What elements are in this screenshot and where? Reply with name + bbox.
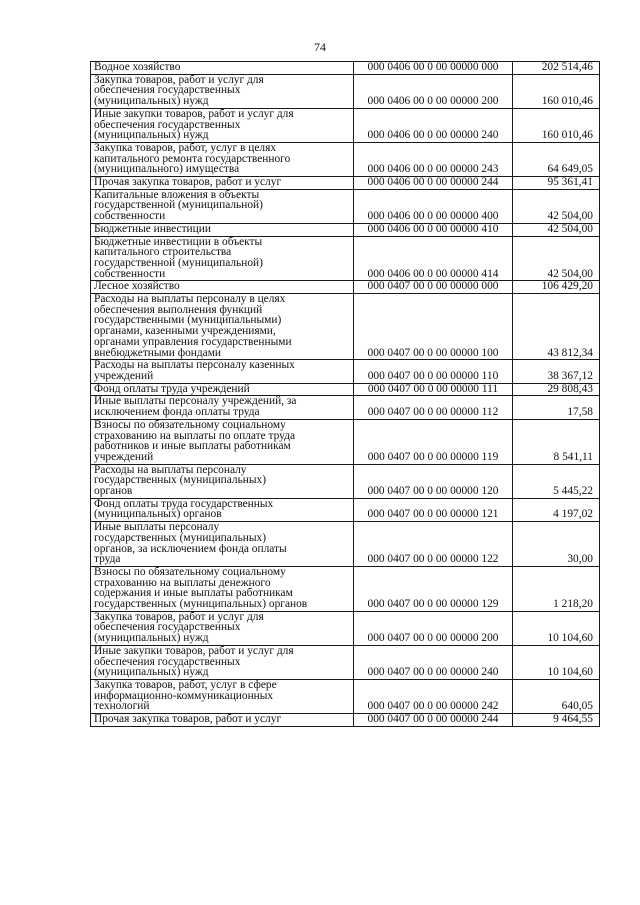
expense-name-cell <box>91 714 354 727</box>
table-row <box>91 566 600 611</box>
expense-name-line: Лесное хозяйство <box>94 280 180 293</box>
expense-name-line: информационно-коммуникационных <box>94 689 274 702</box>
expense-name-cell <box>91 679 354 713</box>
amount-cell: 64 649,05 <box>513 142 600 176</box>
expense-name-cell <box>91 360 354 383</box>
budget-code-cell: 000 0407 00 0 00 00000 200 <box>354 611 513 645</box>
amount-cell: 5 445,22 <box>513 464 600 498</box>
expense-name-line: учреждений <box>94 450 154 463</box>
amount-cell: 202 514,46 <box>513 62 600 75</box>
expense-name-line: (муниципального) имущества <box>94 163 240 176</box>
expense-name-line: учреждений <box>94 369 154 382</box>
amount-cell: 29 808,43 <box>513 383 600 396</box>
amount-cell: 8 541,11 <box>513 419 600 464</box>
expense-name-line: содержания и иные выплаты работникам <box>94 587 293 600</box>
table-row <box>91 679 600 713</box>
expense-name-cell <box>91 74 354 108</box>
table-row <box>91 522 600 567</box>
budget-code-cell: 000 0407 00 0 00 00000 100 <box>354 294 513 360</box>
budget-code-cell: 000 0406 00 0 00 00000 244 <box>354 177 513 190</box>
expense-name-line: государственной (муниципальной) <box>94 199 263 212</box>
amount-cell: 4 197,02 <box>513 498 600 521</box>
expense-name-cell <box>91 396 354 419</box>
table-row <box>91 396 600 419</box>
expense-name-line: (муниципальных) органов <box>94 508 222 521</box>
expense-name-line: обеспечения государственных <box>94 118 241 131</box>
budget-code-cell: 000 0407 00 0 00 00000 000 <box>354 281 513 294</box>
amount-cell: 160 010,46 <box>513 108 600 142</box>
expense-name-cell <box>91 62 354 75</box>
expense-name-line: обеспечения государственных <box>94 84 241 97</box>
expense-name-line: исключением фонда оплаты труда <box>94 406 260 419</box>
expense-name-line: Закупка товаров, работ и услуг для <box>94 611 264 623</box>
amount-cell: 106 429,20 <box>513 281 600 294</box>
expense-name-line: государственных (муниципальных) органов <box>94 598 308 611</box>
table-row <box>91 360 600 383</box>
amount-cell: 42 504,00 <box>513 223 600 236</box>
table-row <box>91 74 600 108</box>
expense-name-line: Иные закупки товаров, работ и услуг для <box>94 108 294 120</box>
expense-name-cell <box>91 611 354 645</box>
amount-cell: 10 104,60 <box>513 645 600 679</box>
table-row <box>91 383 600 396</box>
expense-name-line: Прочая закупка товаров, работ и услуг <box>94 713 282 726</box>
expense-name-line: страхованию на выплаты по оплате труда <box>94 429 296 442</box>
expense-name-cell <box>91 236 354 281</box>
expense-name-line: капитального строительства <box>94 246 232 259</box>
expense-name-line: Закупка товаров, работ и услуг для <box>94 74 264 86</box>
expense-name-line: органов, за исключением фонда оплаты <box>94 542 287 555</box>
expense-name-cell <box>91 108 354 142</box>
expense-name-line: (муниципальных) нужд <box>94 129 209 142</box>
table-row <box>91 236 600 281</box>
expense-name-cell <box>91 522 354 567</box>
expense-name-line: Закупка товаров, работ, услуг в целях <box>94 142 277 154</box>
amount-cell: 10 104,60 <box>513 611 600 645</box>
expense-name-line: органов <box>94 485 133 498</box>
amount-cell: 17,58 <box>513 396 600 419</box>
expense-name-line: Капитальные вложения в объекты <box>94 189 260 201</box>
table-row <box>91 223 600 236</box>
table-row <box>91 645 600 679</box>
budget-code-cell: 000 0407 00 0 00 00000 120 <box>354 464 513 498</box>
expense-name-line: собственности <box>94 210 166 223</box>
budget-table-body <box>91 62 600 727</box>
expense-name-line: (муниципальных) нужд <box>94 666 209 679</box>
expense-name-line: Закупка товаров, работ, услуг в сфере <box>94 679 277 691</box>
budget-code-cell: 000 0406 00 0 00 00000 410 <box>354 223 513 236</box>
amount-cell: 42 504,00 <box>513 189 600 223</box>
expense-name-cell <box>91 498 354 521</box>
table-row <box>91 189 600 223</box>
expense-name-cell <box>91 645 354 679</box>
expense-name-cell <box>91 223 354 236</box>
expense-name-cell <box>91 177 354 190</box>
budget-code-cell: 000 0407 00 0 00 00000 119 <box>354 419 513 464</box>
amount-cell: 43 812,34 <box>513 294 600 360</box>
amount-cell: 30,00 <box>513 522 600 567</box>
amount-cell: 1 218,20 <box>513 566 600 611</box>
amount-cell: 42 504,00 <box>513 236 600 281</box>
expense-name-line: Иные выплаты персоналу учреждений, за <box>94 395 297 408</box>
expense-name-line: органами управления государственными <box>94 335 292 348</box>
table-row <box>91 498 600 521</box>
expense-name-line: Взносы по обязательному социальному <box>94 419 286 431</box>
expense-name-line: Бюджетные инвестиции в объекты <box>94 236 263 248</box>
table-row <box>91 419 600 464</box>
expense-name-cell <box>91 281 354 294</box>
table-row <box>91 177 600 190</box>
expense-name-line: труда <box>94 553 121 566</box>
expense-name-line: Прочая закупка товаров, работ и услуг <box>94 176 282 189</box>
expense-name-cell <box>91 464 354 498</box>
expense-name-cell <box>91 294 354 360</box>
expense-name-line: обеспечения государственных <box>94 655 241 668</box>
table-row <box>91 108 600 142</box>
amount-cell: 160 010,46 <box>513 74 600 108</box>
expense-name-cell <box>91 383 354 396</box>
budget-code-cell: 000 0406 00 0 00 00000 243 <box>354 142 513 176</box>
expense-name-line: Взносы по обязательному социальному <box>94 566 286 578</box>
amount-cell: 38 367,12 <box>513 360 600 383</box>
expense-name-line: работников и иные выплаты работникам <box>94 440 291 453</box>
expense-name-line: государственными (муниципальными) <box>94 314 282 327</box>
expense-name-line: Расходы на выплаты персоналу в целях <box>94 293 286 306</box>
table-row <box>91 464 600 498</box>
expense-name-cell <box>91 566 354 611</box>
table-row <box>91 142 600 176</box>
expense-name-line: технологий <box>94 700 150 713</box>
budget-code-cell: 000 0406 00 0 00 00000 200 <box>354 74 513 108</box>
table-row <box>91 714 600 727</box>
table-row <box>91 611 600 645</box>
budget-code-cell: 000 0407 00 0 00 00000 240 <box>354 645 513 679</box>
budget-code-cell: 000 0407 00 0 00 00000 112 <box>354 396 513 419</box>
expense-name-line: Иные выплаты персоналу <box>94 521 220 534</box>
budget-code-cell: 000 0407 00 0 00 00000 121 <box>354 498 513 521</box>
expense-name-line: Расходы на выплаты персоналу казенных <box>94 359 295 372</box>
expense-name-line: обеспечения государственных <box>94 621 241 634</box>
expense-name-line: органами, казенными учреждениями, <box>94 325 276 338</box>
budget-code-cell: 000 0407 00 0 00 00000 111 <box>354 383 513 396</box>
table-row <box>91 281 600 294</box>
budget-code-cell: 000 0406 00 0 00 00000 240 <box>354 108 513 142</box>
amount-cell: 95 361,41 <box>513 177 600 190</box>
expense-name-line: капитального ремонта государственного <box>94 152 291 165</box>
expense-name-line: Фонд оплаты труда государственных <box>94 498 274 510</box>
expense-name-cell <box>91 189 354 223</box>
budget-code-cell: 000 0407 00 0 00 00000 129 <box>354 566 513 611</box>
expense-name-line: Расходы на выплаты персоналу <box>94 464 247 476</box>
expense-name-line: государственной (муниципальной) <box>94 256 263 269</box>
expense-name-line: Водное хозяйство <box>94 61 181 73</box>
expense-name-cell <box>91 419 354 464</box>
expense-name-line: внебюджетными фондами <box>94 346 222 359</box>
expense-name-line: Иные закупки товаров, работ и услуг для <box>94 645 294 657</box>
expense-name-cell <box>91 142 354 176</box>
expense-name-line: собственности <box>94 267 166 280</box>
budget-code-cell: 000 0407 00 0 00 00000 242 <box>354 679 513 713</box>
budget-table <box>90 61 600 727</box>
budget-code-cell: 000 0406 00 0 00 00000 400 <box>354 189 513 223</box>
expense-name-line: государственных (муниципальных) <box>94 474 267 487</box>
page-number: 74 <box>314 40 326 54</box>
expense-name-line: страхованию на выплаты денежного <box>94 576 271 589</box>
budget-code-cell: 000 0406 00 0 00 00000 000 <box>354 62 513 75</box>
table-row <box>91 294 600 360</box>
expense-name-line: Бюджетные инвестиции <box>94 223 211 235</box>
expense-name-line: (муниципальных) нужд <box>94 95 209 108</box>
table-row <box>91 62 600 75</box>
expense-name-line: государственных (муниципальных) <box>94 531 267 544</box>
budget-code-cell: 000 0406 00 0 00 00000 414 <box>354 236 513 281</box>
budget-code-cell: 000 0407 00 0 00 00000 122 <box>354 522 513 567</box>
expense-name-line: Фонд оплаты труда учреждений <box>94 383 250 395</box>
budget-code-cell: 000 0407 00 0 00 00000 244 <box>354 714 513 727</box>
expense-name-line: обеспечения выполнения функций <box>94 303 263 316</box>
amount-cell: 9 464,55 <box>513 714 600 727</box>
expense-name-line: (муниципальных) нужд <box>94 632 209 645</box>
amount-cell: 640,05 <box>513 679 600 713</box>
budget-code-cell: 000 0407 00 0 00 00000 110 <box>354 360 513 383</box>
